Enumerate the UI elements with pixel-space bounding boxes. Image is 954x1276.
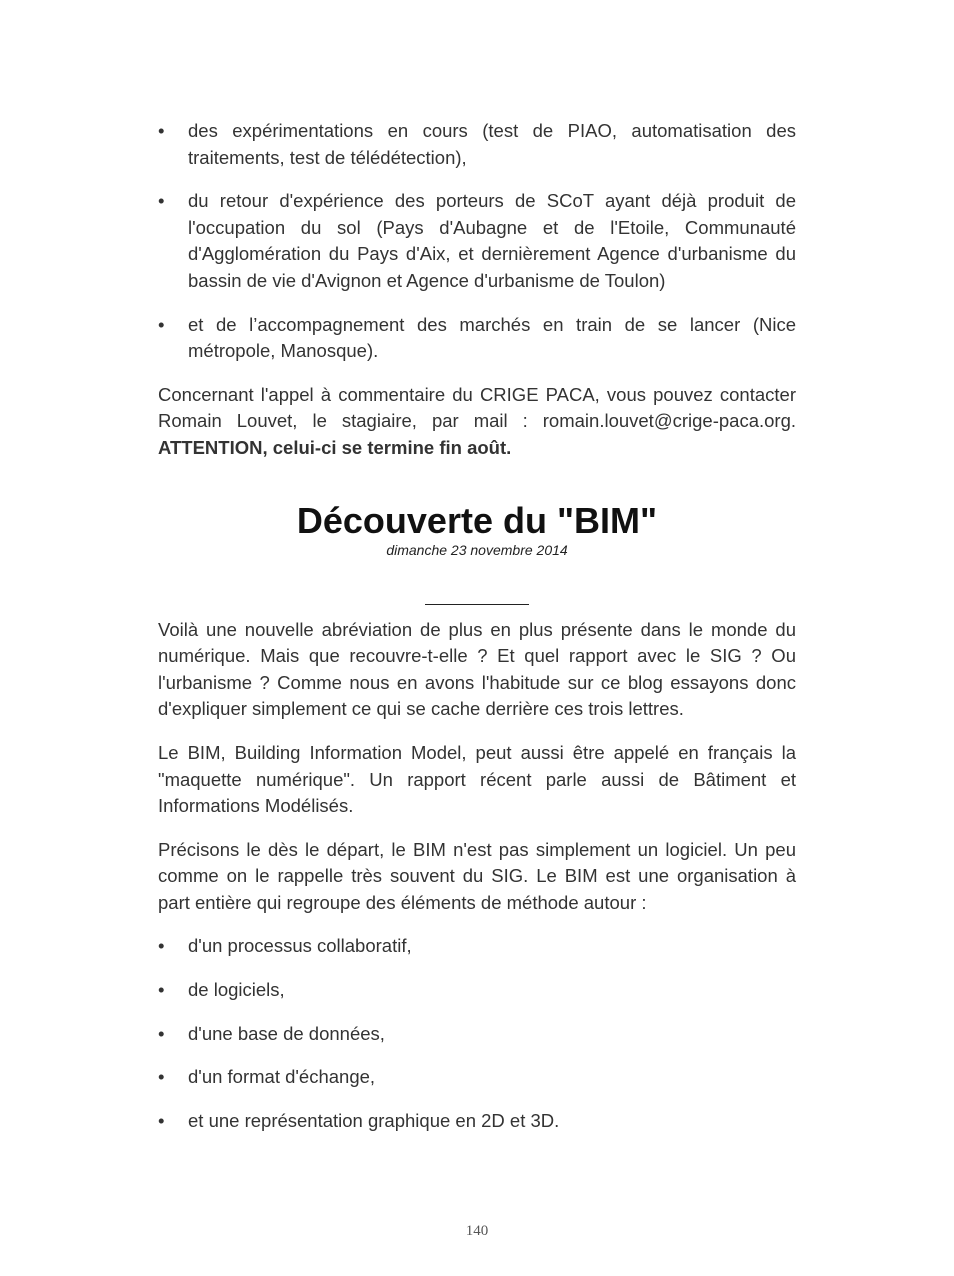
list-item-text: et de l’accompagnement des marchés en train de se lancer (Nice métropole, Manosque). — [188, 313, 796, 362]
list-item — [158, 188, 796, 294]
list-item — [158, 312, 796, 365]
post-paragraph: Le BIM, Building Information Model, peut aussi être appelé en français la "maquette numérique". Un rapport récent parle aussi de Bâtiment et Informations Modélisés. — [158, 741, 796, 817]
bullet-icon: • — [158, 1022, 165, 1044]
post-title: Découverte du "BIM" — [296, 499, 658, 541]
contact-text: Concernant l'appel à commentaire du CRIGE PACA, vous pouvez contacter Romain Louvet, le stagiaire, par mail : romain.louvet@crige-paca.org. — [158, 383, 796, 432]
bim-elements-list — [158, 933, 796, 1134]
list-item-text: des expérimentations en cours (test de PIAO, automatisation des traitements, test de télédétection), — [188, 120, 796, 168]
list-item — [158, 933, 796, 960]
list-item-text: de logiciels, — [188, 979, 285, 1001]
bullet-icon: • — [158, 1109, 165, 1131]
page-number: 140 — [465, 1223, 489, 1239]
list-item — [158, 1064, 796, 1091]
post-paragraph: Voilà une nouvelle abréviation de plus en plus présente dans le monde du numérique. Mais que recouvre-t-elle ? Et quel rapport avec le SIG ? Ou l'urbanisme ? Comme nous en avons l'habitude sur ce blog essayons donc d'expliquer simplement ce qui se cache derrière ces trois lettres. — [158, 618, 796, 720]
list-item — [158, 118, 796, 171]
list-item-text: du retour d'expérience des porteurs de SCoT ayant déjà produit de l'occupation du sol (Pays d'Aubagne et de l'Etoile, Communauté d'Agglomération du Pays d'Aix, et dernièrement Agence d'urbanisme du bassin de vie d'Avignon et Agence d'urbanisme de Toulon) — [188, 190, 796, 291]
bullet-icon: • — [158, 190, 165, 212]
list-item — [158, 977, 796, 1004]
list-item — [158, 1108, 796, 1135]
post-body — [158, 617, 796, 1135]
bullet-icon: • — [158, 313, 165, 335]
list-item-text: d'un format d'échange, — [188, 1066, 376, 1088]
post-paragraph: Précisons le dès le départ, le BIM n'est pas simplement un logiciel. Un peu comme on le rappelle très souvent du SIG. Le BIM est une organisation à part entière qui regroupe des éléments de méthode autour : — [158, 838, 796, 913]
contact-paragraph — [158, 382, 796, 462]
post-header — [158, 500, 796, 605]
bullet-icon: • — [158, 1066, 165, 1088]
page-content — [158, 118, 796, 1151]
title-separator — [425, 604, 529, 605]
post-date: dimanche 23 novembre 2014 — [386, 541, 568, 558]
intro-bullet-list — [158, 118, 796, 365]
deadline-warning: ATTENTION, celui-ci se termine fin août. — [158, 436, 512, 458]
bullet-icon: • — [158, 935, 165, 957]
bullet-icon: • — [158, 979, 165, 1001]
bullet-icon: • — [158, 120, 165, 141]
list-item — [158, 1021, 796, 1048]
list-item-text: d'une base de données, — [188, 1022, 385, 1044]
list-item-text: et une représentation graphique en 2D et 3D. — [188, 1109, 560, 1131]
list-item-text: d'un processus collaboratif, — [188, 935, 412, 957]
